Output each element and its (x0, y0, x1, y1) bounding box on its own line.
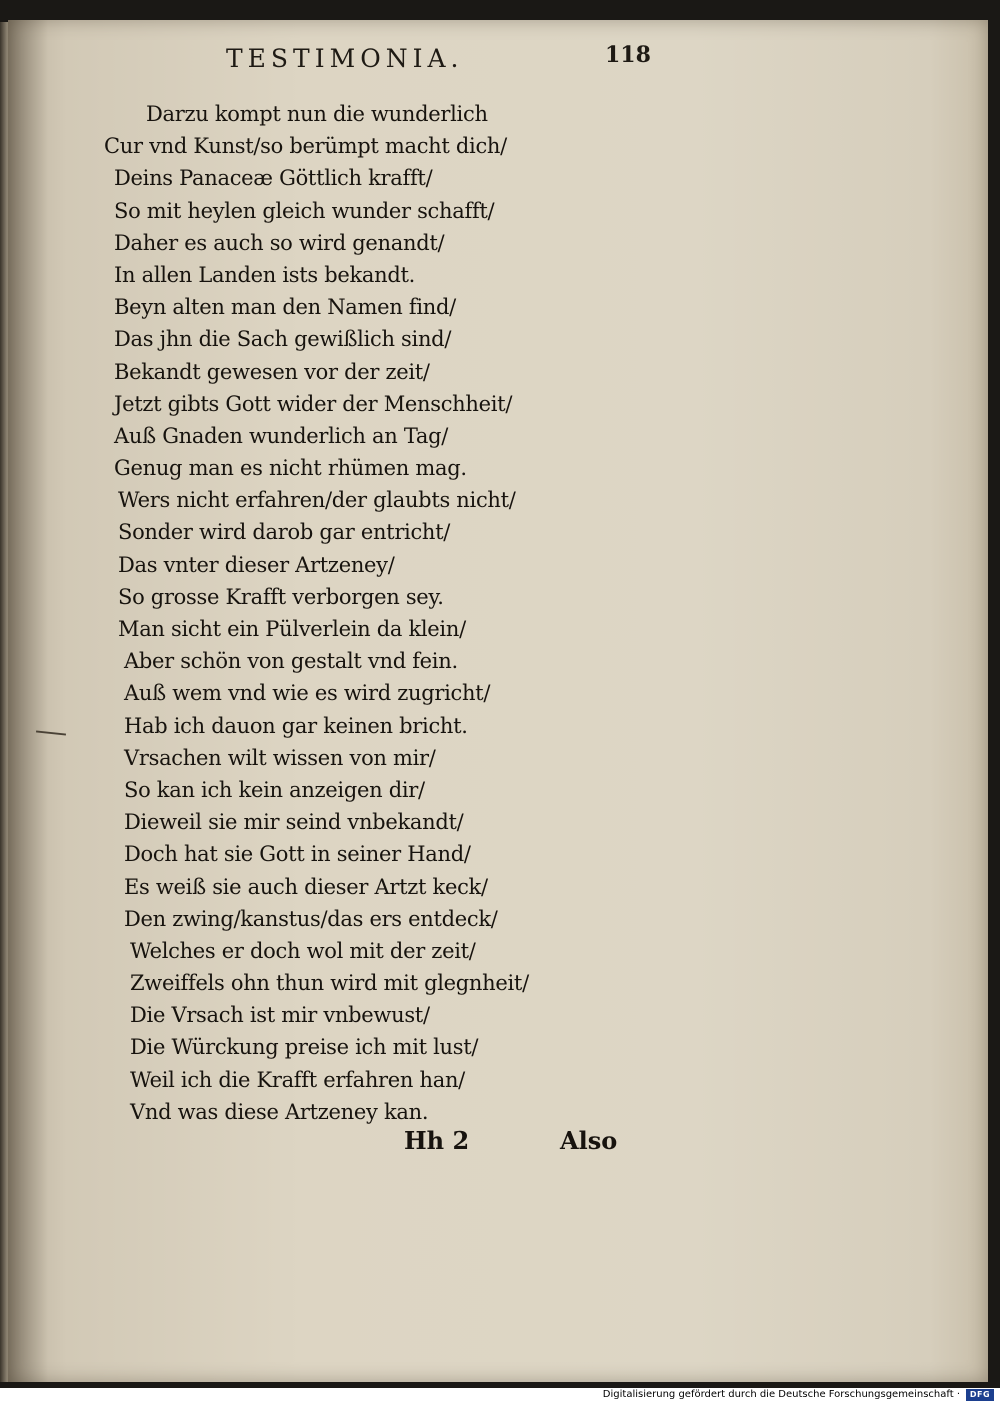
verse-line: Beyn alten man den Namen find/ (114, 295, 456, 320)
verse-line: Die Würckung preise ich mit lust/ (130, 1035, 479, 1060)
verse-line: Deins Panaceæ Göttlich krafft/ (114, 166, 433, 191)
verse-line: Weil ich die Krafft erfahren han/ (130, 1067, 465, 1092)
verse-line: Zweiffels ohn thun wird mit glegnheit/ (130, 971, 529, 996)
verse-line: Auß Gnaden wunderlich an Tag/ (114, 423, 449, 448)
verse-line: Aber schön von gestalt vnd fein. (124, 649, 458, 674)
verse-line: Daher es auch so wird genandt/ (114, 230, 445, 255)
verse-line: Es weiß sie auch dieser Artzt keck/ (124, 874, 488, 899)
verse-line: Doch hat sie Gott in seiner Hand/ (124, 842, 471, 867)
verse-line: Wers nicht erfahren/der glaubts nicht/ (118, 488, 516, 513)
verse-line: Vnd was diese Artzeney kan. (130, 1099, 429, 1124)
verse-line: Man sicht ein Pülverlein da klein/ (118, 617, 466, 641)
page-number: 118 (605, 42, 651, 68)
verse-line: Jetzt gibts Gott wider der Menschheit/ (114, 391, 513, 416)
verse-line: Sonder wird darob gar entricht/ (118, 520, 451, 545)
verse-line: Welches er doch wol mit der zeit/ (130, 938, 476, 963)
signature-mark: Hh 2 (404, 1126, 470, 1155)
verse-line: So grosse Krafft verborgen sey. (118, 584, 444, 609)
verse-line: In allen Landen ists bekandt. (114, 262, 416, 287)
verse-line: So kan ich kein anzeigen dir/ (124, 777, 425, 802)
verse-line: Den zwing/kanstus/das ers entdeck/ (124, 906, 498, 931)
verse-line: Cur vnd Kunst/so berümpt macht dich/ (104, 134, 507, 159)
verse-line: Das jhn die Sach gewißlich sind/ (114, 327, 452, 352)
verse-line: Genug man es nicht rhümen mag. (114, 456, 467, 481)
verse-line: Vrsachen wilt wissen von mir/ (124, 745, 436, 770)
verse-text (104, 98, 624, 1128)
verse-line: Bekandt gewesen vor der zeit/ (114, 359, 430, 384)
footer-credit: Digitalisierung gefördert durch die Deutsche Forschungsgemeinschaft · (602, 1389, 960, 1400)
running-title: TESTIMONIA. (226, 44, 464, 73)
verse-line: Auß wem vnd wie es wird zugricht/ (124, 681, 491, 706)
verse-line: Dieweil sie mir seind vnbekandt/ (124, 810, 464, 835)
gutter-shadow (8, 20, 48, 1382)
verse-line: Darzu kompt nun die wunderlich (146, 102, 488, 126)
verse-line: Die Vrsach ist mir vnbewust/ (130, 1003, 430, 1028)
verse-line: So mit heylen gleich wunder schafft/ (114, 198, 495, 223)
verse-line: Das vnter dieser Artzeney/ (118, 552, 395, 577)
dfg-logo-icon[interactable]: DFG (966, 1389, 994, 1401)
verse-line: Hab ich dauon gar keinen bricht. (124, 713, 468, 738)
catchword: Also (560, 1126, 618, 1155)
footer-banner (0, 1388, 1000, 1403)
